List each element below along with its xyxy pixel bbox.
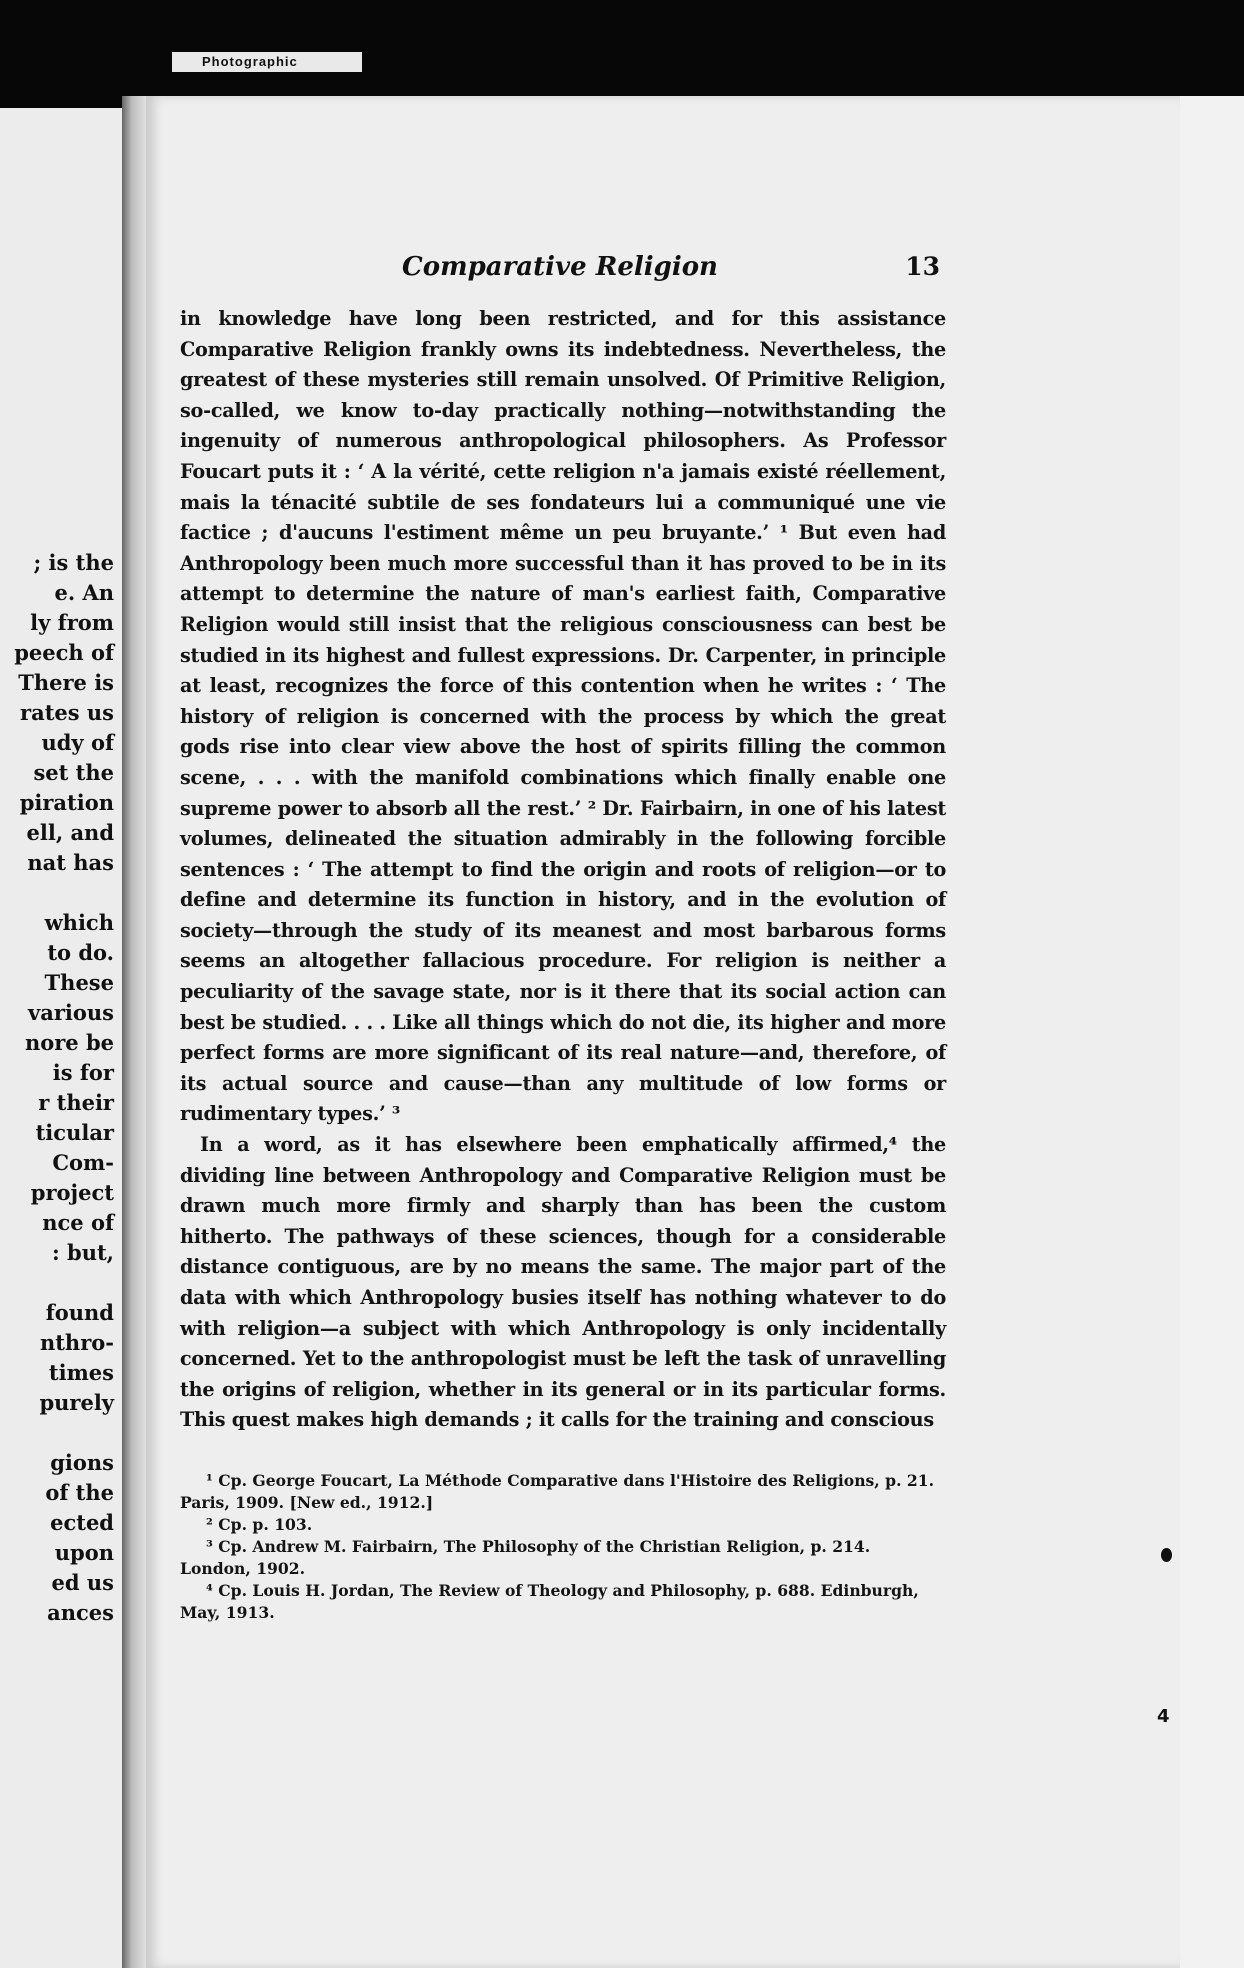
scan-label-strip: Photographic [172,52,362,72]
left-page-line: times [48,1360,114,1385]
left-page-line: r their [38,1090,114,1115]
left-page-line: ell, and [26,820,114,845]
left-page-line: which [44,910,114,935]
left-page-line: found [45,1300,114,1325]
paragraph: In a word, as it has elsewhere been emphatically affirmed,⁴ the dividing line between Anthropology and Comparative Religion must be drawn much more firmly and sharply than has been the custom hitherto. The pathways of these sciences, though for a considerable distance contiguous, are by no means the same. The major part of the data with which Anthropology busies itself has nothing whatever to do with religion—a subject with which Anthropology is only incidentally concerned. Yet to the anthropologist must be left the task of unravelling the origins of religion, whether in its general or in its particular forms. This quest makes high demands ; it calls for the training and conscious [180,1133,946,1432]
left-page-line [0,878,114,908]
margin-dot-mark [1161,1548,1172,1562]
left-page-line: nthro- [39,1330,114,1355]
left-page-line: Com- [52,1150,114,1175]
left-page-line: rates us [20,700,114,725]
left-page-text-fragments [0,548,114,1628]
book-gutter [122,96,146,1968]
left-page-line [0,1268,114,1298]
left-page-line: of the [45,1480,114,1505]
left-page-line: These [44,970,114,995]
left-page-line: nat has [27,850,114,875]
left-page-line: various [28,1000,114,1025]
page-header [180,252,940,288]
left-page-line: ; is the [33,550,114,575]
left-page-line: gions [50,1450,114,1475]
left-page-line: is for [52,1060,114,1085]
left-page-line: ticular [35,1120,114,1145]
left-page-line: ected [50,1510,114,1535]
left-page-line: ances [47,1600,114,1625]
left-page-line: set the [33,760,114,785]
page-number: 13 [905,252,940,281]
footnote: ² Cp. p. 103. [206,1515,313,1534]
left-page-line: nore be [24,1030,114,1055]
body-text [180,304,946,1436]
left-page-line: There is [18,670,114,695]
left-page-line: : but, [51,1240,114,1265]
left-page-line: udy of [41,730,114,755]
left-page-line: upon [54,1540,114,1565]
scan-margin [1180,96,1244,1968]
left-page-line: purely [39,1390,114,1415]
left-page-line: project [30,1180,114,1205]
left-page-line [0,1418,114,1448]
footnote: ¹ Cp. George Foucart, La Méthode Comparative dans l'Histoire des Religions, p. 21. Paris, 1909. [New ed., 1912.] [180,1471,935,1512]
left-page-line: ly from [30,610,114,635]
left-facing-page [0,108,122,1968]
margin-number-mark: 4 [1157,1706,1170,1727]
left-page-line: ed us [51,1570,114,1595]
footnote: ⁴ Cp. Louis H. Jordan, The Review of Theology and Philosophy, p. 688. Edinburgh, May, 1913. [180,1581,919,1622]
running-title: Comparative Religion [402,252,718,282]
left-page-line: peech of [14,640,114,665]
left-page-line: to do. [47,940,114,965]
footnote: ³ Cp. Andrew M. Fairbairn, The Philosophy of the Christian Religion, p. 214. London, 1902. [180,1537,871,1578]
paragraph: in knowledge have long been restricted, and for this assistance Comparative Religion frankly owns its indebtedness. Nevertheless, the greatest of these mysteries still remain unsolved. Of Primitive Religion, so-called, we know to-day practically nothing—notwithstanding the ingenuity of numerous anthropological philosophers. As Professor Foucart puts it : ‘ A la vérité, cette religion n'a jamais existé réellement, mais la ténacité subtile de ses fondateurs lui a communiqué une vie factice ; d'aucuns l'estiment même un peu bruyante.’ ¹ But even had Anthropology been much more successful than it has proved to be in its attempt to determine the nature of man's earliest faith, Comparative Religion would still insist that the religious consciousness can best be studied in its highest and fullest expressions. Dr. Carpenter, in principle at least, recognizes the force of this contention when he writes : ‘ The history of religion is concerned with the process by which the great gods rise into clear view above the host of spirits filling the common scene, . . . with the manifold combinations which finally enable one supreme power to absorb all the rest.’ ² Dr. Fairbairn, in one of his latest volumes, delineated the situation admirably in the following forcible sentences : ‘ The attempt to find the origin and roots of religion—or to define and determine its function in history, and in the evolution of society—through the study of its meanest and most barbarous forms seems an altogether fallacious procedure. For religion is neither a peculiarity of the savage state, nor is it there that its social action can best be studied. . . . Like all things which do not die, its higher and more perfect forms are more significant of its real nature—and, therefore, of its actual source and cause—than any multitude of low forms or rudimentary types.’ ³ [180,307,946,1126]
left-page-line: piration [19,790,114,815]
footnotes [180,1470,946,1624]
left-page-line: nce of [42,1210,114,1235]
left-page-line: e. An [54,580,114,605]
